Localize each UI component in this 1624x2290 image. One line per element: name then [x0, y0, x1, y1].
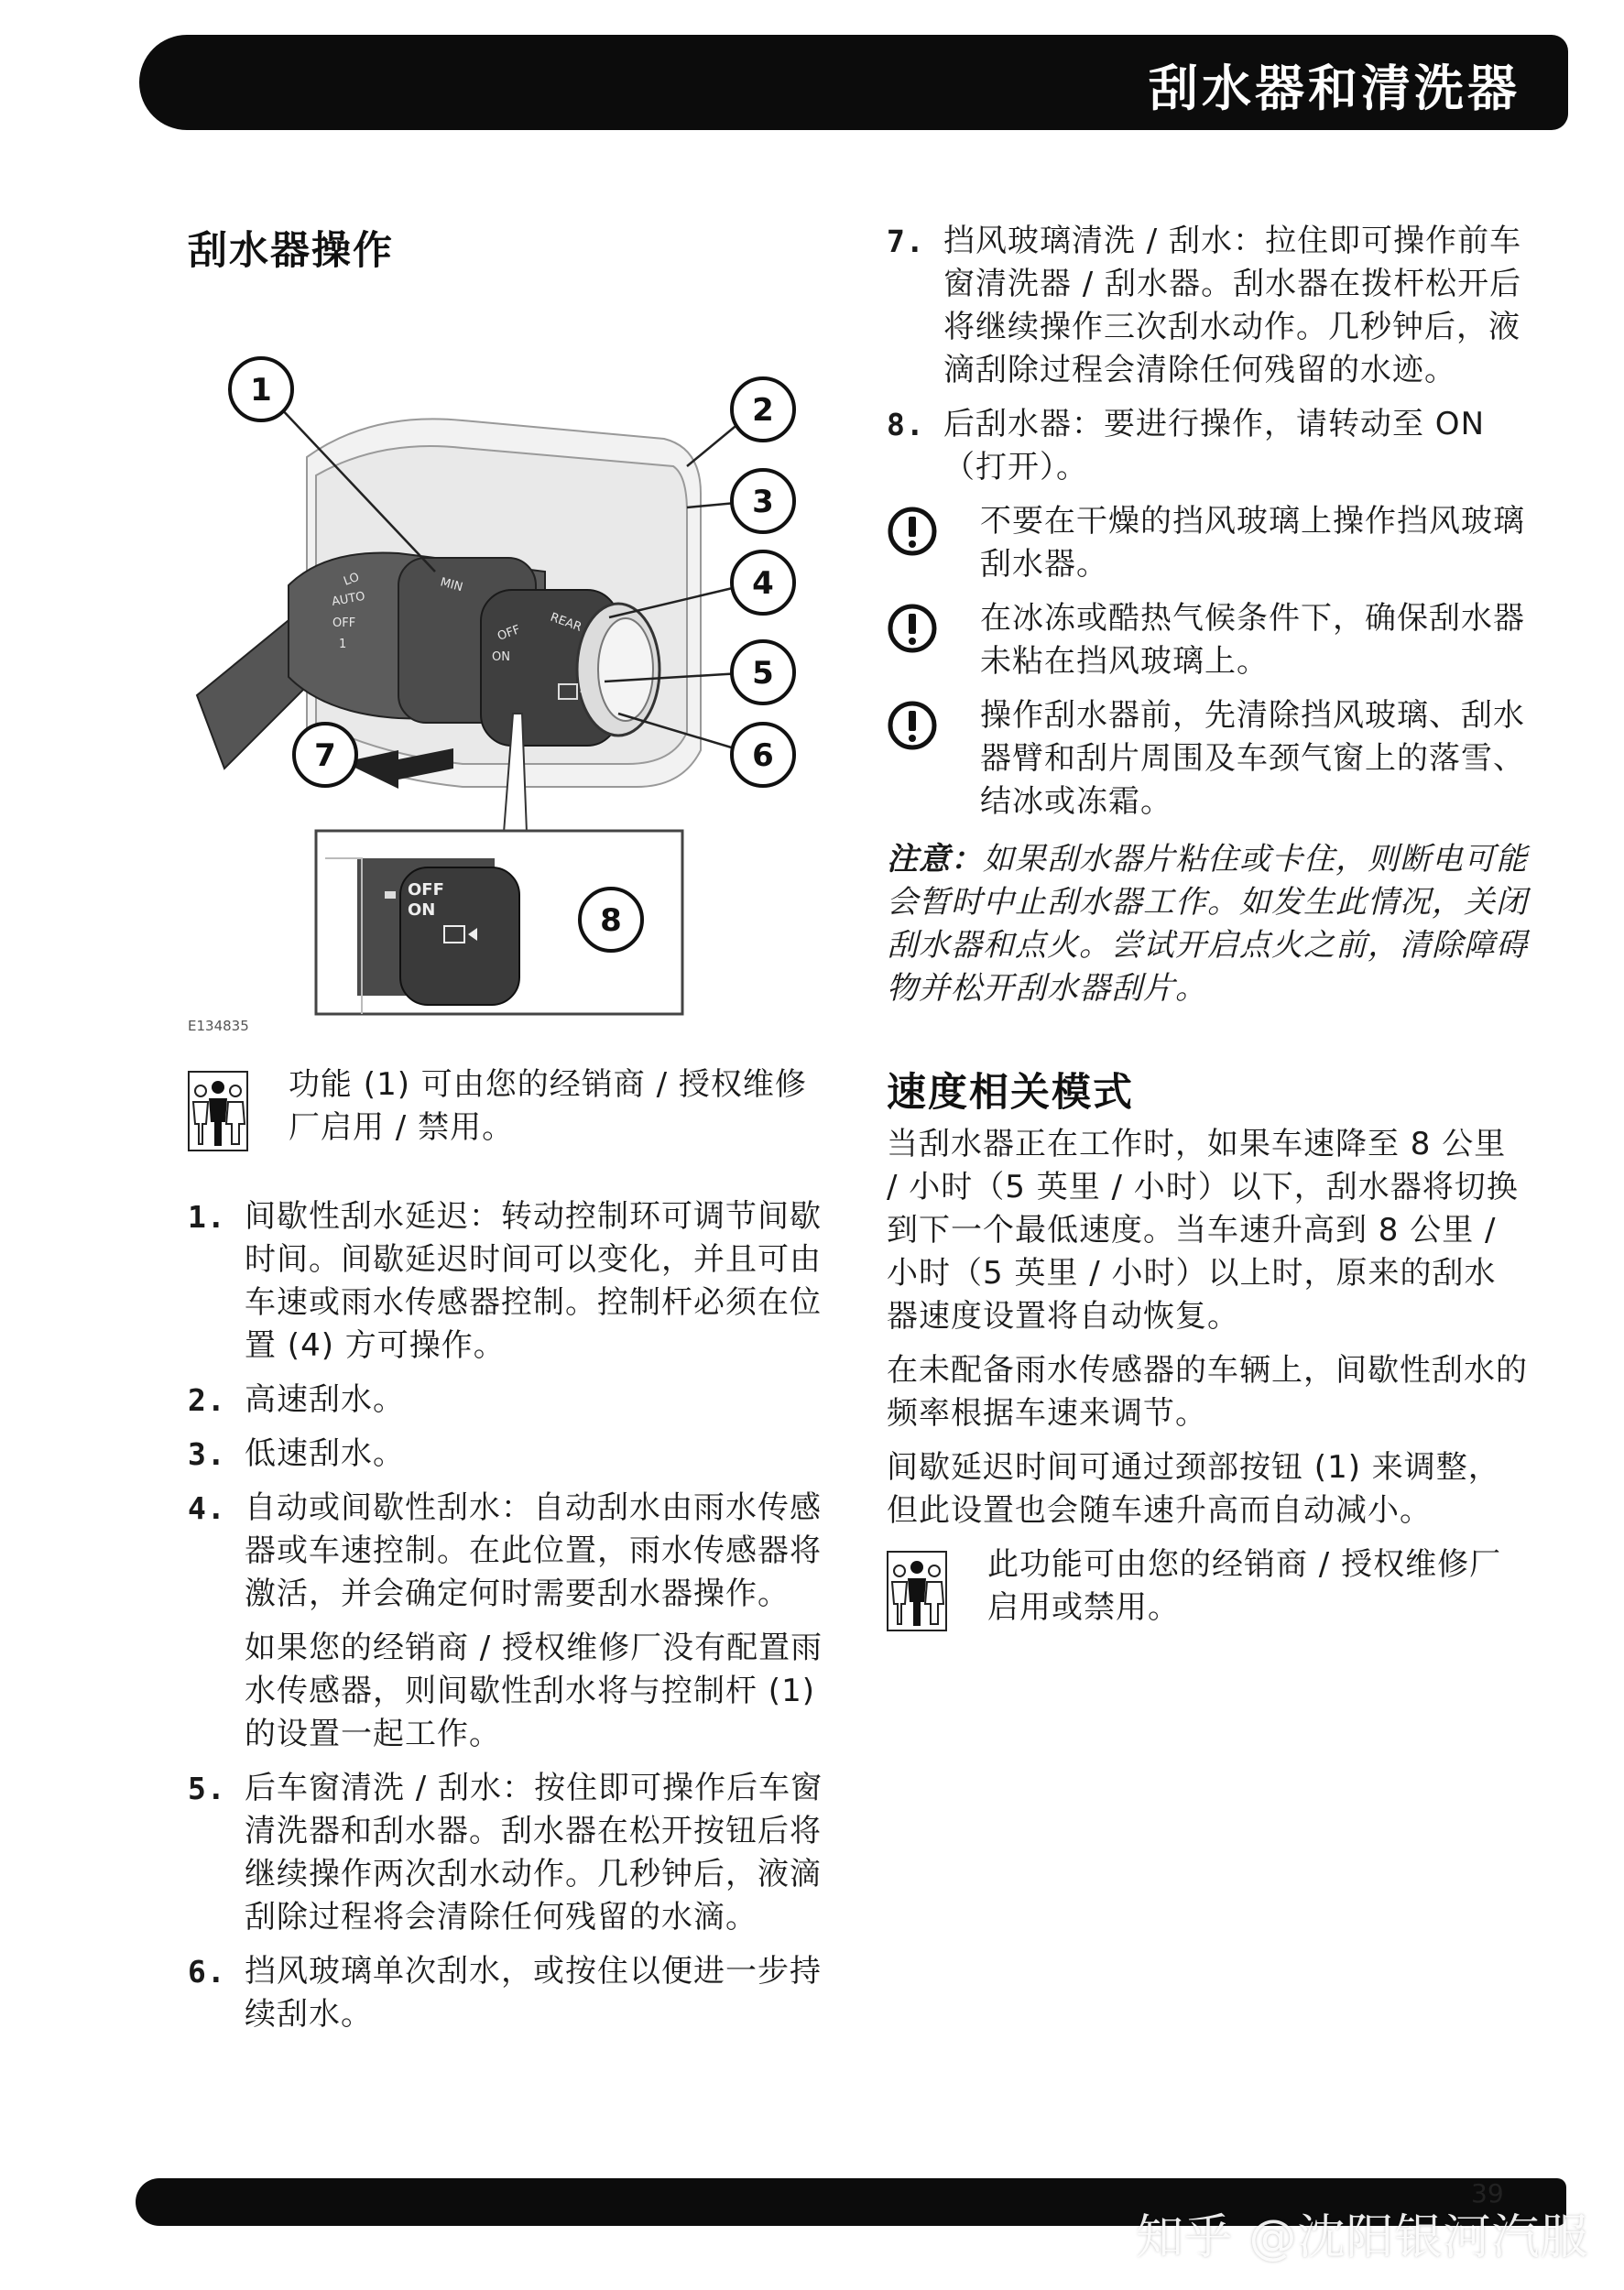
numbered-list-right [887, 220, 1528, 489]
warning-text: 操作刮水器前，先清除挡风玻璃、刮水器臂和刮片周围及车颈气窗上的落雪、结冰或冻霜。 [980, 697, 1525, 820]
list-item-7 [887, 220, 1528, 392]
warning-exclamation-icon [887, 603, 938, 654]
wiper-stalk-illustration [188, 311, 829, 1043]
list-item-4 [188, 1487, 829, 1616]
warning-text: 不要在干燥的挡风玻璃上操作挡风玻璃刮水器。 [980, 503, 1525, 583]
callout-2: 2 [752, 392, 774, 429]
list-number: 5. [188, 1771, 226, 1806]
list-number: 8. [887, 407, 925, 442]
paragraph-3: 间歇延迟时间可通过颈部按钮 (1) 来调整，但此设置也会随车速升高而自动减小。 [887, 1449, 1500, 1529]
dealer-note-right [887, 1543, 1528, 1631]
paragraph-1: 当刮水器正在工作时，如果车速降至 8 公里 / 小时（5 英里 / 小时）以下，刮水器将切换到下一个最低速度。当车速升高到 8 公里 / 小时（5 英里 / 小时）以上时，原来的刮水器速度设置将自动恢复。 [887, 1126, 1519, 1335]
note-label: 注意： [887, 841, 983, 878]
list-number: 4. [188, 1490, 226, 1526]
list-text: 自动或间歇性刮水：自动刮水由雨水传感器或车速控制。在此位置，雨水传感器将激活，并会确定何时需要刮水器操作。 [245, 1489, 822, 1612]
dealer-note-text: 功能 (1) 可由您的经销商 / 授权维修厂启用 / 禁用。 [289, 1066, 807, 1146]
list-item-3 [188, 1433, 829, 1476]
stalk-label-min: MIN [438, 575, 464, 595]
note-paragraph [887, 838, 1528, 1010]
list-number: 1. [188, 1199, 226, 1235]
callout-5: 5 [752, 655, 774, 692]
figure-id: E134835 [188, 1018, 249, 1034]
stalk-label-one: 1 [339, 638, 347, 651]
warning-2 [887, 597, 1528, 683]
callout-3: 3 [752, 484, 774, 520]
callout-8: 8 [600, 902, 622, 939]
callout-7: 7 [314, 737, 336, 774]
stalk-label-off: OFF [332, 616, 356, 630]
list-number: 7. [887, 224, 925, 259]
warning-text: 在冰冻或酷热气候条件下，确保刮水器未粘在挡风玻璃上。 [980, 600, 1525, 680]
warning-1 [887, 500, 1528, 586]
dealer-people-icon [188, 1071, 248, 1151]
stalk-label-auto: AUTO [331, 589, 366, 609]
list-text: 间歇性刮水延迟：转动控制环可调节间歇时间。间歇延迟时间可以变化，并且可由车速或雨水传感器控制。控制杆必须在位置 (4) 方可操作。 [245, 1198, 822, 1364]
paragraph-2: 在未配备雨水传感器的车辆上，间歇性刮水的频率根据车速来调节。 [887, 1352, 1528, 1432]
inset-label-on: ON [408, 900, 436, 920]
watermark: 知乎 @沈阳银河汽服 [1136, 2210, 1589, 2265]
callout-1: 1 [250, 372, 272, 409]
stalk-label-ring-off: OFF [496, 623, 523, 644]
numbered-list-left [188, 1195, 829, 2036]
dealer-note-text: 此功能可由您的经销商 / 授权维修厂启用或禁用。 [987, 1546, 1502, 1626]
list-item-8 [887, 403, 1528, 489]
inset-label-off: OFF [408, 880, 444, 900]
speed-mode-body [887, 1123, 1528, 1532]
page-number: 39 [1471, 2178, 1504, 2208]
section-heading-wiper-operation: 刮水器操作 [188, 228, 394, 274]
header-bar [139, 35, 1568, 130]
list-text: 后车窗清洗 / 刮水：按住即可操作后车窗清洗器和刮水器。刮水器在松开按钮后将继续操作两次刮水动作。几秒钟后，液滴刮除过程将会清除任何残留的水滴。 [245, 1770, 823, 1936]
list-number: 3. [188, 1436, 226, 1472]
list-number: 6. [188, 1954, 226, 1990]
list-number: 2. [188, 1382, 226, 1418]
warning-exclamation-icon [887, 506, 938, 557]
stalk-label-ring-on: ON [492, 650, 510, 664]
dealer-people-icon [887, 1551, 947, 1631]
list-item-2 [188, 1379, 829, 1422]
callout-4: 4 [752, 565, 774, 602]
list-item-1 [188, 1195, 829, 1368]
stalk-label-lo: LO [342, 570, 362, 589]
left-column [188, 220, 829, 2047]
right-column [887, 220, 1528, 1675]
list-text: 后刮水器：要进行操作，请转动至 ON（打开）。 [943, 406, 1486, 485]
wiper-stalk-figure [188, 311, 829, 1043]
warning-3 [887, 694, 1528, 823]
list-item-6 [188, 1950, 829, 2036]
note-text: 如果刮水器片粘住或卡住，则断电可能会暂时中止刮水器工作。如发生此情况，关闭刮水器和点火。尝试开启点火之前，清除障碍物并松开刮水器刮片。 [887, 841, 1528, 1007]
list-text: 挡风玻璃单次刮水，或按住以便进一步持续刮水。 [245, 1953, 822, 2033]
warning-exclamation-icon [887, 700, 938, 751]
list-text: 高速刮水。 [245, 1381, 405, 1418]
page-title: 刮水器和清洗器 [1149, 60, 1520, 117]
section-heading-speed-mode: 速度相关模式 [887, 1070, 1134, 1116]
callout-6: 6 [752, 737, 774, 774]
stalk-label-rear: REAR [548, 610, 583, 635]
list-text: 挡风玻璃清洗 / 刮水：拉住即可操作前车窗清洗器 / 刮水器。刮水器在拨杆松开后将继续操作三次刮水动作。几秒钟后，液滴刮除过程会清除任何残留的水迹。 [943, 223, 1522, 388]
dealer-note-left [188, 1063, 829, 1151]
list-text: 低速刮水。 [245, 1435, 405, 1472]
list-item-4-sub: 如果您的经销商 / 授权维修厂没有配置雨水传感器，则间歇性刮水将与控制杆 (1) 的设置一起工作。 [245, 1630, 823, 1752]
list-item-5 [188, 1767, 829, 1939]
